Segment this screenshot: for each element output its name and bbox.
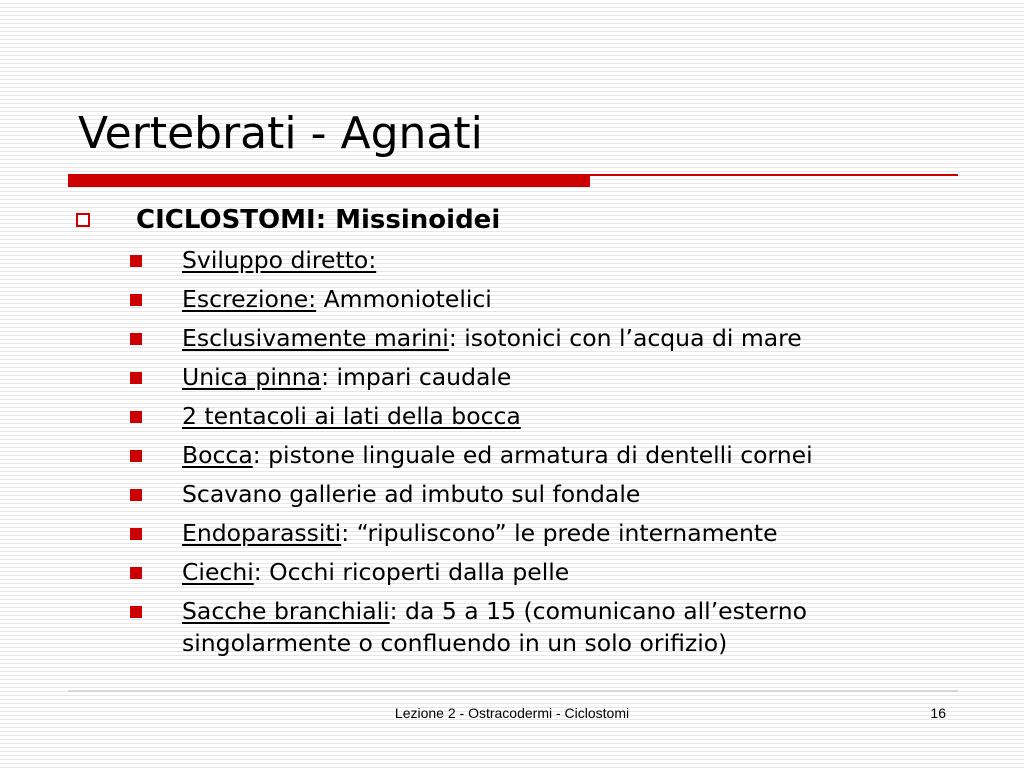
square-bullet-icon (130, 567, 142, 579)
bullet-text: : pistone linguale ed armatura di dentelli cornei (252, 441, 813, 469)
bullet-term: Endoparassiti (182, 519, 342, 547)
main-point-text: CICLOSTOMI: Missinoidei (136, 205, 501, 235)
page-number: 16 (930, 705, 946, 721)
bullet-item (128, 517, 978, 549)
square-bullet-icon (130, 294, 142, 306)
bullet-term: Sacche branchiali (182, 597, 390, 625)
bullet-term: 2 tentacoli ai lati della bocca (182, 402, 521, 430)
bullet-term: Bocca (182, 441, 253, 469)
footer-lecture-title: Lezione 2 - Ostracodermi - Ciclostomi (394, 705, 630, 721)
bullet-term: Ciechi (182, 558, 254, 586)
title-accent-bar (68, 176, 590, 187)
bullet-text: Ammoniotelici (316, 285, 492, 313)
square-bullet-icon (130, 489, 142, 501)
hollow-square-bullet-icon (76, 213, 90, 227)
slide-title: Vertebrati - Agnati (78, 108, 483, 159)
bullet-item (128, 283, 978, 315)
bullet-text: : “ripuliscono” le prede internamente (341, 519, 778, 547)
bullet-item (128, 439, 978, 471)
square-bullet-icon (130, 606, 142, 618)
main-point (76, 200, 500, 240)
bullet-item (128, 244, 978, 276)
bullet-term: Sviluppo diretto: (182, 246, 377, 274)
bullet-item (128, 595, 978, 659)
square-bullet-icon (130, 255, 142, 267)
square-bullet-icon (130, 333, 142, 345)
bullet-item (128, 322, 978, 354)
bullet-list (128, 244, 978, 666)
bullet-item (128, 478, 978, 510)
square-bullet-icon (130, 411, 142, 423)
square-bullet-icon (130, 528, 142, 540)
square-bullet-icon (130, 450, 142, 462)
footer-rule (68, 690, 958, 692)
bullet-term: Unica pinna (182, 363, 322, 391)
bullet-item (128, 556, 978, 588)
bullet-term: Escrezione: (182, 285, 317, 313)
bullet-item (128, 400, 978, 432)
bullet-text: : isotonici con l’acqua di mare (448, 324, 802, 352)
bullet-term: Esclusivamente marini (182, 324, 449, 352)
square-bullet-icon (130, 372, 142, 384)
bullet-text: : da 5 a 15 (comunicano all’esterno singolarmente o confluendo in un solo orifizio) (182, 597, 808, 657)
bullet-text: : impari caudale (321, 363, 512, 391)
bullet-text: : Occhi ricoperti dalla pelle (253, 558, 570, 586)
bullet-text: Scavano gallerie ad imbuto sul fondale (182, 480, 641, 508)
bullet-item (128, 361, 978, 393)
